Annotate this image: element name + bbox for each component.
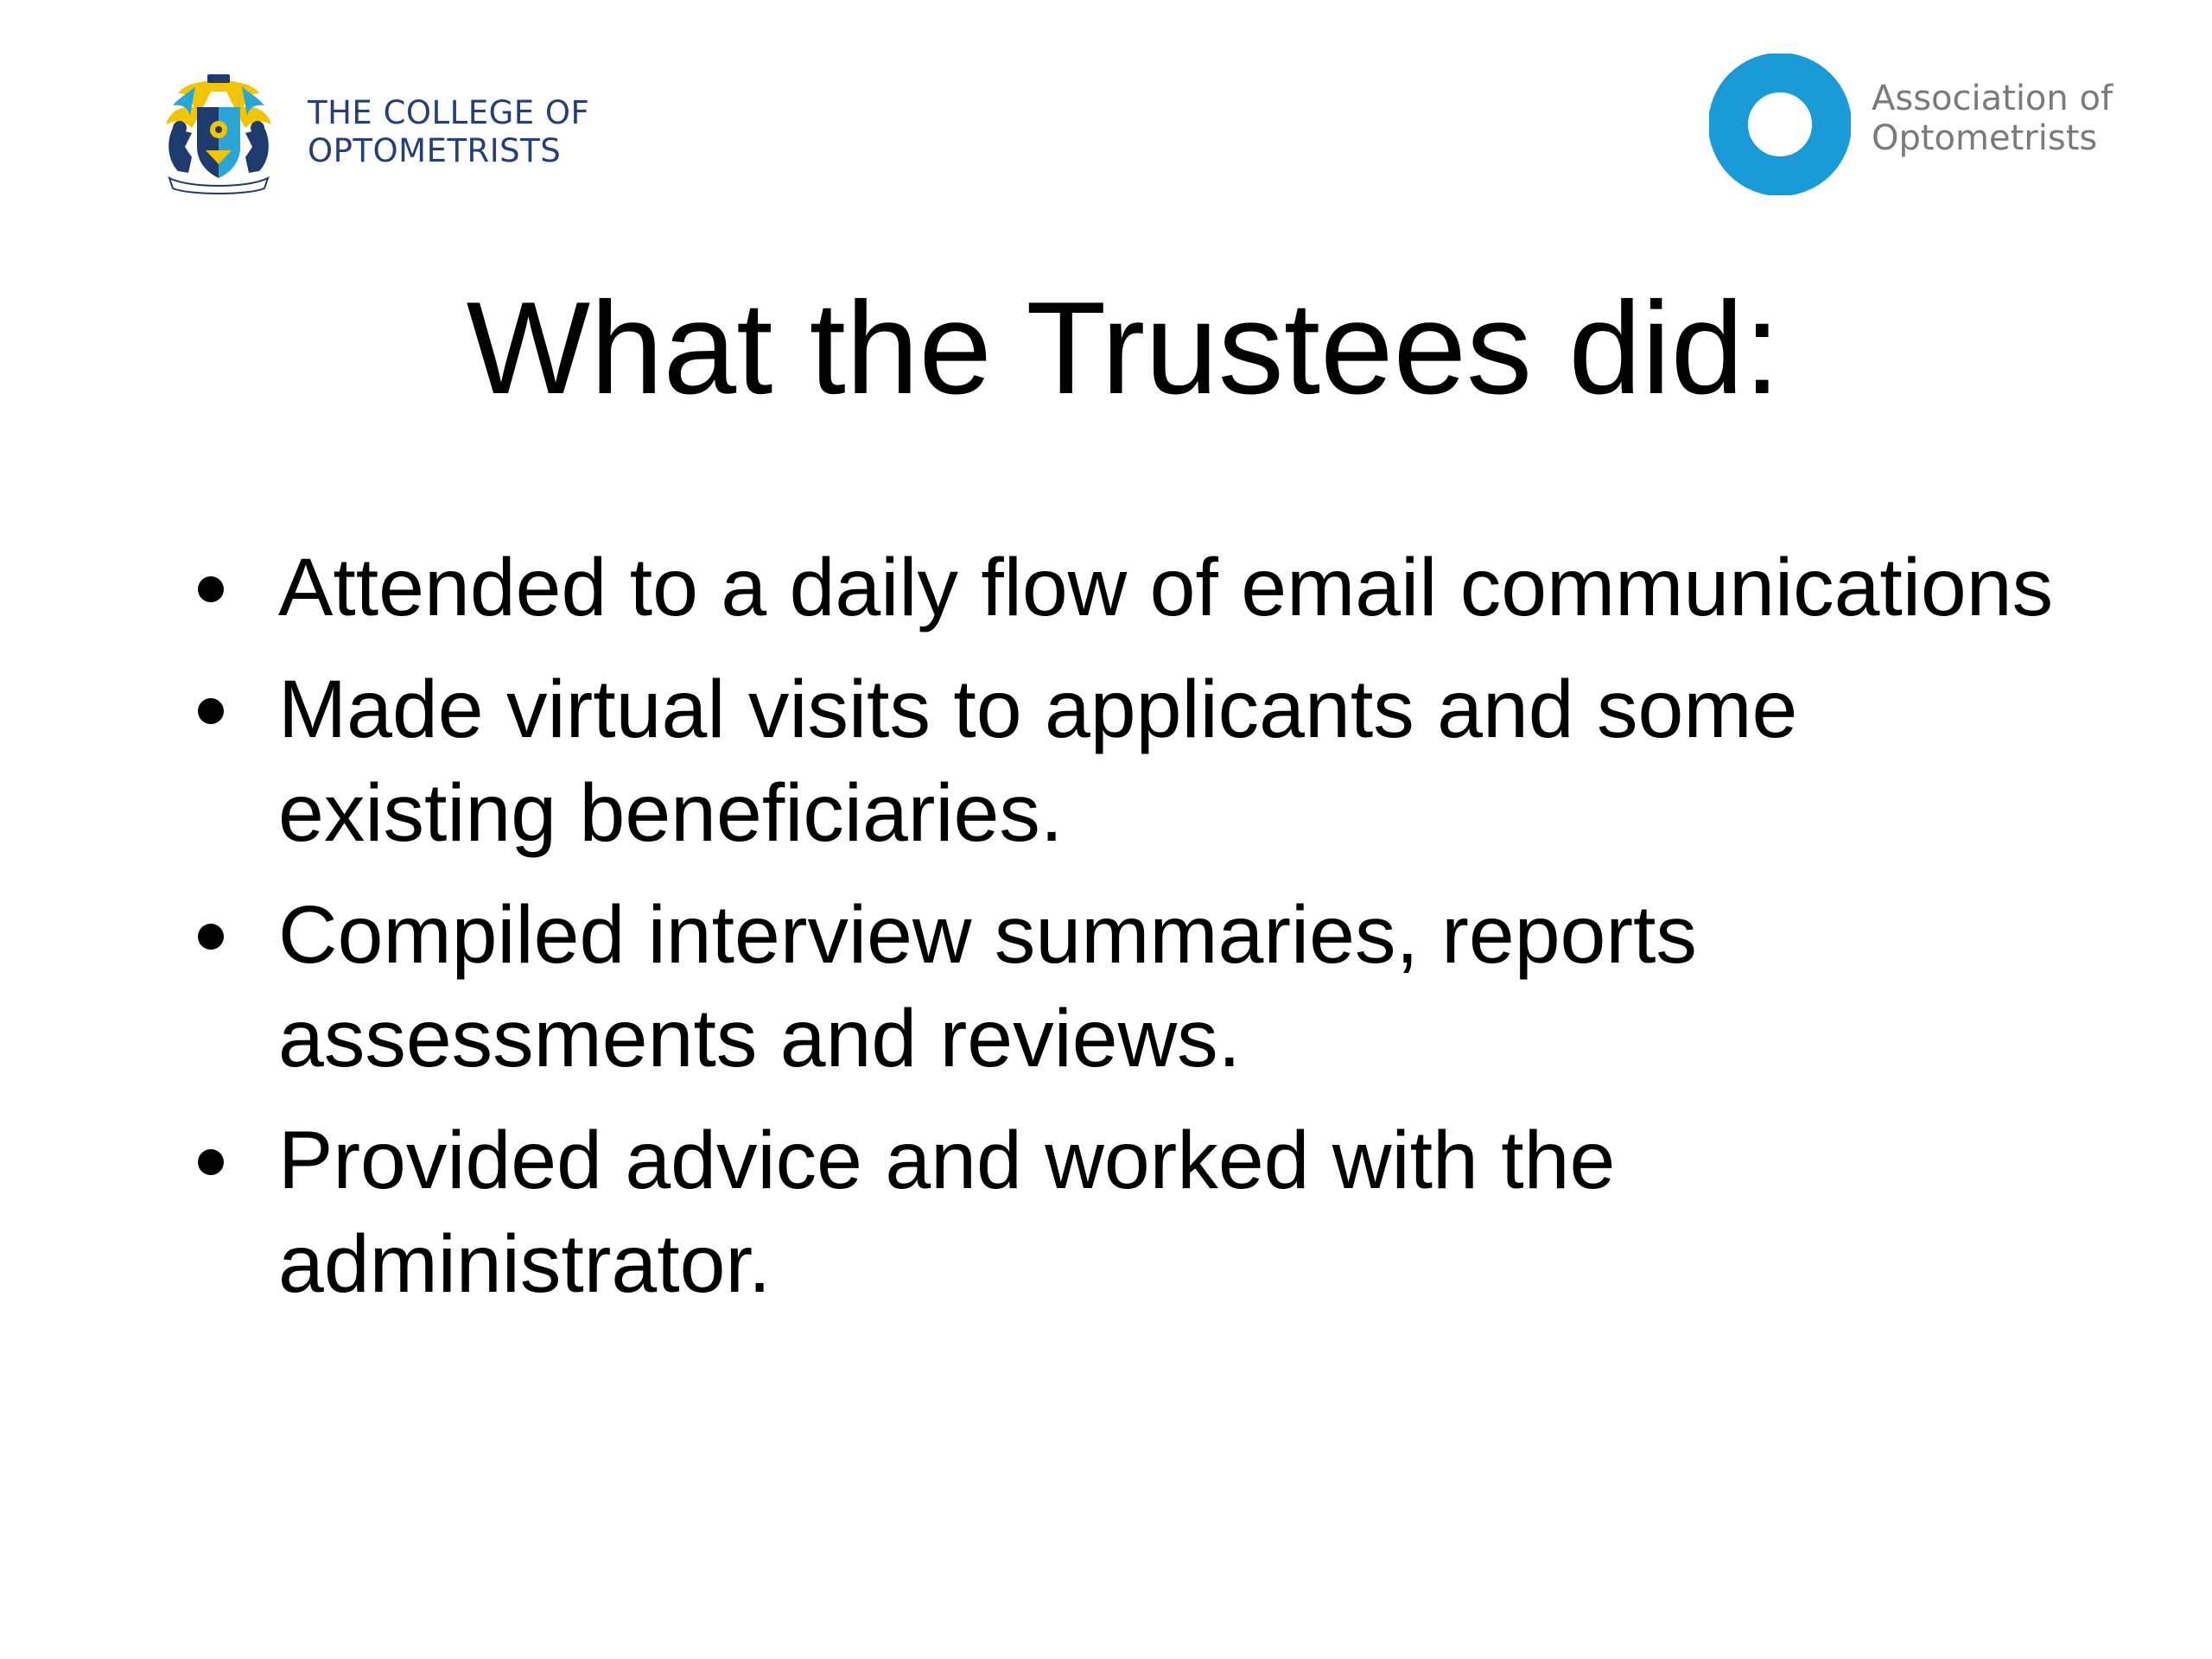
bullet-item <box>192 883 2093 1090</box>
college-of-optometrists-logo <box>154 67 589 197</box>
bullet-item <box>192 658 2093 865</box>
bullet-text: Attended to a daily flow of email communications <box>278 542 2054 633</box>
bullet-dot-icon <box>198 698 224 724</box>
bullet-item <box>192 536 2093 639</box>
aop-name-line-2: Optometrists <box>1872 118 2098 158</box>
bullet-text: Made virtual visits to applicants and some existing beneficiaries. <box>278 664 1798 859</box>
aop-name-line-1: Association of <box>1872 79 2113 118</box>
college-name <box>308 94 589 170</box>
bullet-text: Provided advice and worked with the administrator. <box>278 1115 1616 1310</box>
crest-icon <box>154 67 283 197</box>
bullet-dot-icon <box>198 1149 224 1175</box>
college-name-line-1: THE COLLEGE OF <box>308 94 590 131</box>
slide-title: What the Trustees did: <box>466 275 1781 422</box>
college-name-line-2: OPTOMETRISTS <box>308 132 562 169</box>
association-of-optometrists-logo <box>1709 54 2113 195</box>
bullet-dot-icon <box>198 576 224 602</box>
bullet-dot-icon <box>198 924 224 950</box>
bullet-text: Compiled interview summaries, reports assessments and reviews. <box>278 889 1697 1084</box>
aop-ring-icon <box>1709 54 1851 195</box>
bullet-list <box>192 536 2093 1334</box>
aop-name <box>1872 79 2113 158</box>
bullet-item <box>192 1109 2093 1316</box>
